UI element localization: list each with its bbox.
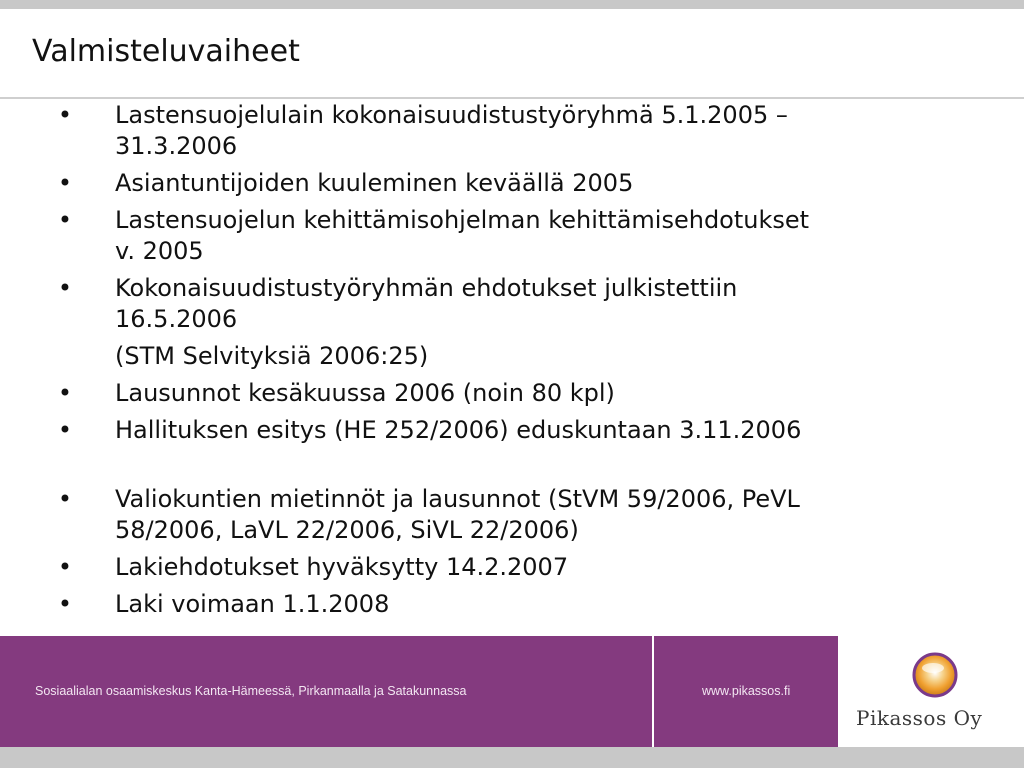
bullet-text: Lastensuojelun kehittämisohjelman kehittämisehdotukset xyxy=(115,206,810,234)
bullet-list xyxy=(55,100,955,626)
bullet-item xyxy=(55,552,955,583)
logo-wordmark: Pikassos Oy xyxy=(856,706,983,730)
title-divider xyxy=(0,97,1024,99)
bullet-text: Valiokuntien mietinnöt ja lausunnot (StVM 59/2006, PeVL xyxy=(115,485,800,513)
bullet-text: Hallituksen esitys (HE 252/2006) eduskuntaan 3.11.2006 xyxy=(115,416,802,444)
bullet-text-cont: 31.3.2006 xyxy=(115,132,238,160)
footer-organization: Sosiaalialan osaamiskeskus Kanta-Hämeessä, Pirkanmaalla ja Satakunnassa xyxy=(35,684,467,698)
bullet-item xyxy=(55,273,955,335)
bullet-marker: • xyxy=(57,590,73,618)
orb-logo-icon xyxy=(912,652,958,698)
bullet-item xyxy=(55,100,955,162)
bullet-marker: • xyxy=(57,274,73,302)
bullet-text: Lastensuojelulain kokonaisuudistustyöryhmä 5.1.2005 – xyxy=(115,101,788,129)
bullet-marker: • xyxy=(57,169,73,197)
top-strip xyxy=(0,0,1024,9)
slide-title: Valmisteluvaiheet xyxy=(32,34,300,69)
bullet-item xyxy=(55,168,955,199)
bullet-text-cont: 16.5.2006 xyxy=(115,305,238,333)
bullet-marker: • xyxy=(57,416,73,444)
bullet-marker: • xyxy=(57,379,73,407)
footer-band xyxy=(0,636,1024,747)
bullet-marker: • xyxy=(57,101,73,129)
bullet-text: (STM Selvityksiä 2006:25) xyxy=(115,342,429,370)
bullet-text-cont: 58/2006, LaVL 22/2006, SiVL 22/2006) xyxy=(115,516,579,544)
bullet-text: Laki voimaan 1.1.2008 xyxy=(115,590,390,618)
bullet-item xyxy=(55,205,955,267)
bullet-marker: • xyxy=(57,485,73,513)
bullet-marker: • xyxy=(57,553,73,581)
bullet-text: Kokonaisuudistustyöryhmän ehdotukset julkistettiin xyxy=(115,274,738,302)
bullet-item xyxy=(55,484,955,546)
bullet-item xyxy=(55,378,955,409)
bullet-text: Lausunnot kesäkuussa 2006 (noin 80 kpl) xyxy=(115,379,615,407)
bullet-item xyxy=(55,415,955,446)
footer-url-link[interactable]: www.pikassos.fi xyxy=(702,684,791,698)
bullet-text: Lakiehdotukset hyväksytty 14.2.2007 xyxy=(115,553,569,581)
bullet-marker: • xyxy=(57,206,73,234)
bullet-text-cont: v. 2005 xyxy=(115,237,204,265)
bullet-text: Asiantuntijoiden kuuleminen keväällä 2005 xyxy=(115,169,634,197)
bottom-strip xyxy=(0,747,1024,768)
bullet-item xyxy=(55,589,955,620)
bullet-subnote xyxy=(55,341,955,372)
